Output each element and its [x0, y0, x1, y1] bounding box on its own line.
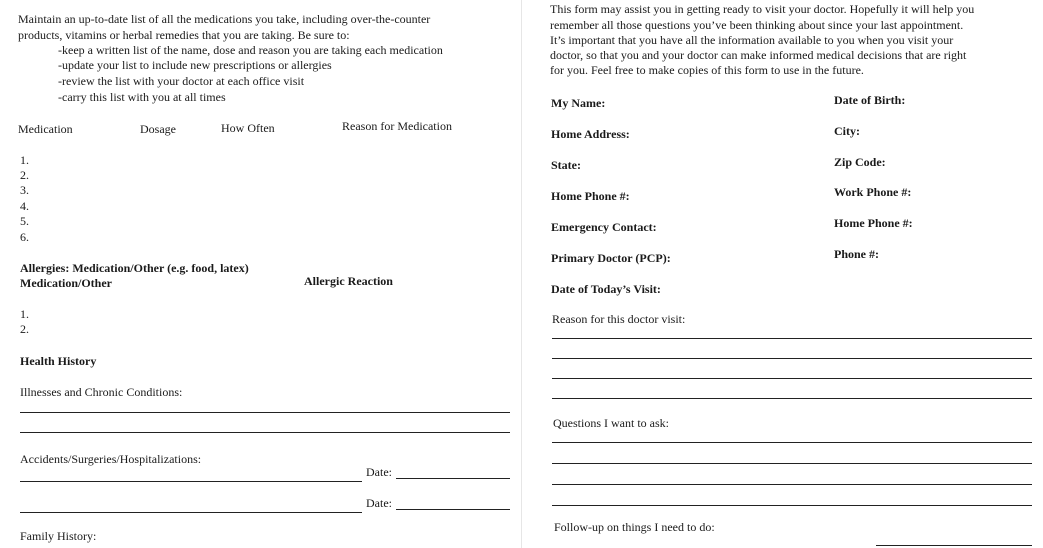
illnesses-label: Illnesses and Chronic Conditions: — [20, 385, 183, 399]
emergency-contact-label[interactable]: Emergency Contact: — [551, 220, 657, 234]
med-intro-bullet: -review the list with your doctor at each office visit — [58, 74, 305, 88]
med-row-number[interactable]: 5. — [20, 214, 29, 228]
questions-line[interactable] — [552, 442, 1032, 443]
allergy-row-number[interactable]: 2. — [20, 322, 29, 336]
allergy-col-reaction: Allergic Reaction — [304, 274, 393, 288]
date-line[interactable] — [396, 509, 510, 510]
questions-label: Questions I want to ask: — [553, 416, 669, 430]
med-header-dosage: Dosage — [140, 122, 176, 136]
date-label: Date: — [366, 496, 392, 510]
accidents-line[interactable] — [20, 512, 362, 513]
med-intro-bullet: -carry this list with you at all times — [58, 90, 226, 104]
med-row-number[interactable]: 2. — [20, 168, 29, 182]
primary-doctor-label[interactable]: Primary Doctor (PCP): — [551, 251, 671, 265]
date-label: Date: — [366, 465, 392, 479]
illnesses-line[interactable] — [20, 412, 510, 413]
visit-intro-line: It’s important that you have all the information available to you when you visit your — [550, 33, 954, 47]
visit-date-label[interactable]: Date of Today’s Visit: — [551, 282, 661, 296]
visit-intro-line: remember all those questions you’ve been thinking about since your last appointment. — [550, 18, 964, 32]
left-form-page — [0, 0, 521, 548]
questions-line[interactable] — [552, 463, 1032, 464]
med-intro-bullet: -update your list to include new prescriptions or allergies — [58, 58, 332, 72]
health-history-heading: Health History — [20, 354, 97, 368]
questions-line[interactable] — [552, 505, 1032, 506]
zip-code-label[interactable]: Zip Code: — [834, 155, 886, 169]
doctor-phone-label[interactable]: Phone #: — [834, 247, 879, 261]
allergies-heading: Allergies: Medication/Other (e.g. food, latex) — [20, 261, 249, 275]
right-form-page — [521, 0, 1043, 548]
followup-line[interactable] — [876, 545, 1032, 546]
med-header-how-often: How Often — [221, 121, 275, 135]
med-row-number[interactable]: 3. — [20, 183, 29, 197]
visit-intro-line: This form may assist you in getting ready to visit your doctor. Hopefully it will help you — [550, 2, 975, 16]
home-address-label[interactable]: Home Address: — [551, 127, 630, 141]
visit-intro-line: for you. Feel free to make copies of this form to use in the future. — [550, 63, 864, 77]
reason-line[interactable] — [552, 338, 1032, 339]
med-row-number[interactable]: 6. — [20, 230, 29, 244]
family-history-label: Family History: — [20, 529, 97, 543]
med-row-number[interactable]: 4. — [20, 199, 29, 213]
reason-label: Reason for this doctor visit: — [552, 312, 686, 326]
city-label[interactable]: City: — [834, 124, 860, 138]
date-line[interactable] — [396, 478, 510, 479]
reason-line[interactable] — [552, 358, 1032, 359]
accidents-label: Accidents/Surgeries/Hospitalizations: — [20, 452, 202, 466]
date-of-birth-label[interactable]: Date of Birth: — [834, 93, 906, 107]
med-intro-line-2: products, vitamins or herbal remedies that you are taking. Be sure to: — [18, 28, 350, 42]
questions-line[interactable] — [552, 484, 1032, 485]
allergy-col-medication: Medication/Other — [20, 276, 112, 290]
reason-line[interactable] — [552, 378, 1032, 379]
followup-label: Follow-up on things I need to do: — [554, 520, 715, 534]
med-intro-bullet: -keep a written list of the name, dose and reason you are taking each medication — [58, 43, 443, 57]
illnesses-line[interactable] — [20, 432, 510, 433]
med-header-medication: Medication — [18, 122, 73, 136]
home-phone-label[interactable]: Home Phone #: — [551, 189, 630, 203]
allergy-row-number[interactable]: 1. — [20, 307, 29, 321]
med-intro-line-1: Maintain an up-to-date list of all the medications you take, including over-the-counter — [18, 12, 431, 26]
work-phone-label[interactable]: Work Phone #: — [834, 185, 912, 199]
visit-intro-line: doctor, so that you and your doctor can make informed medical decisions that are right — [550, 48, 967, 62]
reason-line[interactable] — [552, 398, 1032, 399]
state-label[interactable]: State: — [551, 158, 581, 172]
my-name-label[interactable]: My Name: — [551, 96, 606, 110]
contact-home-phone-label[interactable]: Home Phone #: — [834, 216, 913, 230]
med-header-reason: Reason for Medication — [342, 119, 452, 133]
accidents-line[interactable] — [20, 481, 362, 482]
med-row-number[interactable]: 1. — [20, 153, 29, 167]
